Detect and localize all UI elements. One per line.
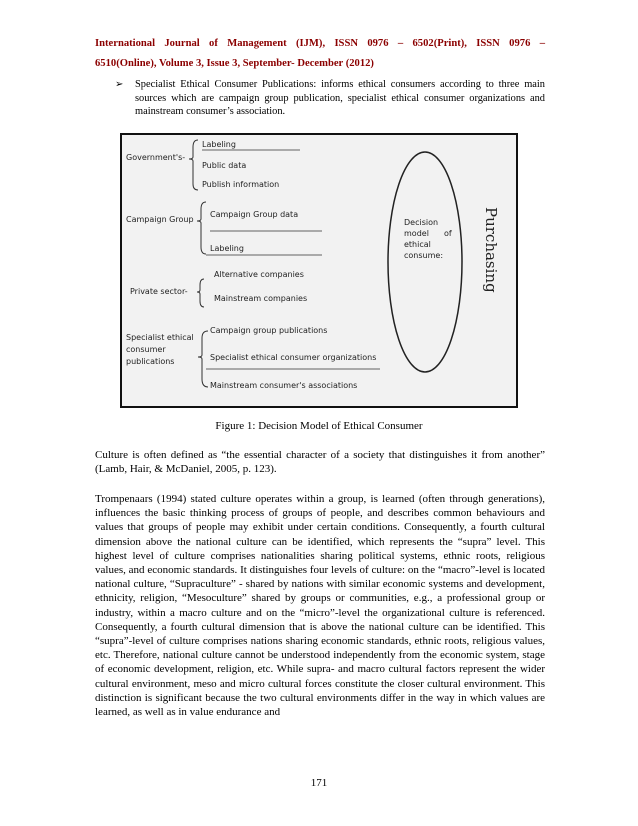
brace-specialist <box>198 331 208 387</box>
item-publish-information: Publish information <box>202 180 280 189</box>
arrow-bullet-icon: ➢ <box>115 79 124 90</box>
item-specialist-organizations: Specialist ethical consumer organizations <box>210 353 377 362</box>
header-line-2: 6510(Online), Volume 3, Issue 3, September- December (2012) <box>95 58 374 69</box>
brace-government <box>189 140 198 190</box>
ellipse-text-4: ethical <box>404 240 431 249</box>
purchasing-label: Purchasing <box>482 207 500 293</box>
item-campaign-group-publications: Campaign group publications <box>210 326 328 335</box>
ellipse-text-1: Decision <box>404 218 439 227</box>
item-mainstream-companies: Mainstream companies <box>214 294 308 303</box>
figure-decision-model <box>120 133 518 408</box>
ellipse-text-3: of <box>444 229 452 238</box>
header-line-1: International Journal of Management (IJM), ISSN 0976 – 6502(Print), ISSN 0976 – <box>95 38 545 49</box>
figure-diagram <box>122 135 516 406</box>
group-label-campaign: Campaign Group <box>126 215 194 224</box>
ellipse-text-5: consume: <box>404 251 444 260</box>
group-label-government: Government's- <box>126 153 186 162</box>
bullet-item <box>115 78 545 119</box>
group-label-specialist-2: consumer <box>126 345 166 354</box>
paragraph-1: Culture is often defined as “the essential character of a society that distinguishes it from another” (Lamb, Hair, & McDaniel, 2005, p. 123). <box>95 449 545 476</box>
paragraph-2: Trompenaars (1994) stated culture operates within a group, is learned (often through generations), influences the basic thinking process of groups of people, and describes common behaviours and values that groups of people may exhibit under certain conditions. Consequently, a fourth cultural dimension above the national culture can be identified, which represents the “supra” level. This highest level of culture comprises nationalities sharing political systems, ethnic roots, religious values, and economic standards. It distinguishes four levels of culture: on the “macro”-level is located national culture, “Supraculture” - shared by nations with similar economic systems and development, ethnicity, religion, “Mesoculture” shared by groups or communities, e.g., a professional group or industry, within a macro culture and on the “micro”-level the organizational culture is referenced. Consequently, a fourth cultural dimension that is above the national culture can be identified. This “supra”-level of culture comprises nations sharing economic standards, ethnic roots, religious values, etc. Therefore, national culture cannot be understood independently from the economic system, stage of economic development, religion, etc. While supra- and macro cultural factors represent the wider cultural environment, meso and micro cultural forces constitute the closer cultural environment. This distinction is significant because the two cultural environments differ in the way in which values are learned, as well as in value endurance and <box>95 493 545 719</box>
group-label-private: Private sector- <box>130 287 188 296</box>
decision-model-ellipse <box>388 152 462 372</box>
brace-private <box>197 279 204 307</box>
page-number: 171 <box>310 777 328 789</box>
group-label-specialist-1: Specialist ethical <box>126 333 194 342</box>
figure-caption: Figure 1: Decision Model of Ethical Consumer <box>215 420 423 432</box>
journal-header <box>95 34 545 74</box>
item-labeling: Labeling <box>202 140 236 149</box>
group-label-specialist-3: publications <box>126 357 175 366</box>
item-alternative-companies: Alternative companies <box>214 270 304 279</box>
ellipse-text-2: model <box>404 229 429 238</box>
item-campaign-group-data: Campaign Group data <box>210 210 299 219</box>
brace-campaign <box>197 202 206 254</box>
bullet-text: Specialist Ethical Consumer Publications: informs ethical consumers according to three main sources which are campaign group publication, specialist ethical consumer organizations and mainstream consumer’s association. <box>135 79 545 117</box>
item-public-data: Public data <box>202 161 247 170</box>
item-labeling-2: Labeling <box>210 244 244 253</box>
item-mainstream-associations: Mainstream consumer's associations <box>210 381 358 390</box>
